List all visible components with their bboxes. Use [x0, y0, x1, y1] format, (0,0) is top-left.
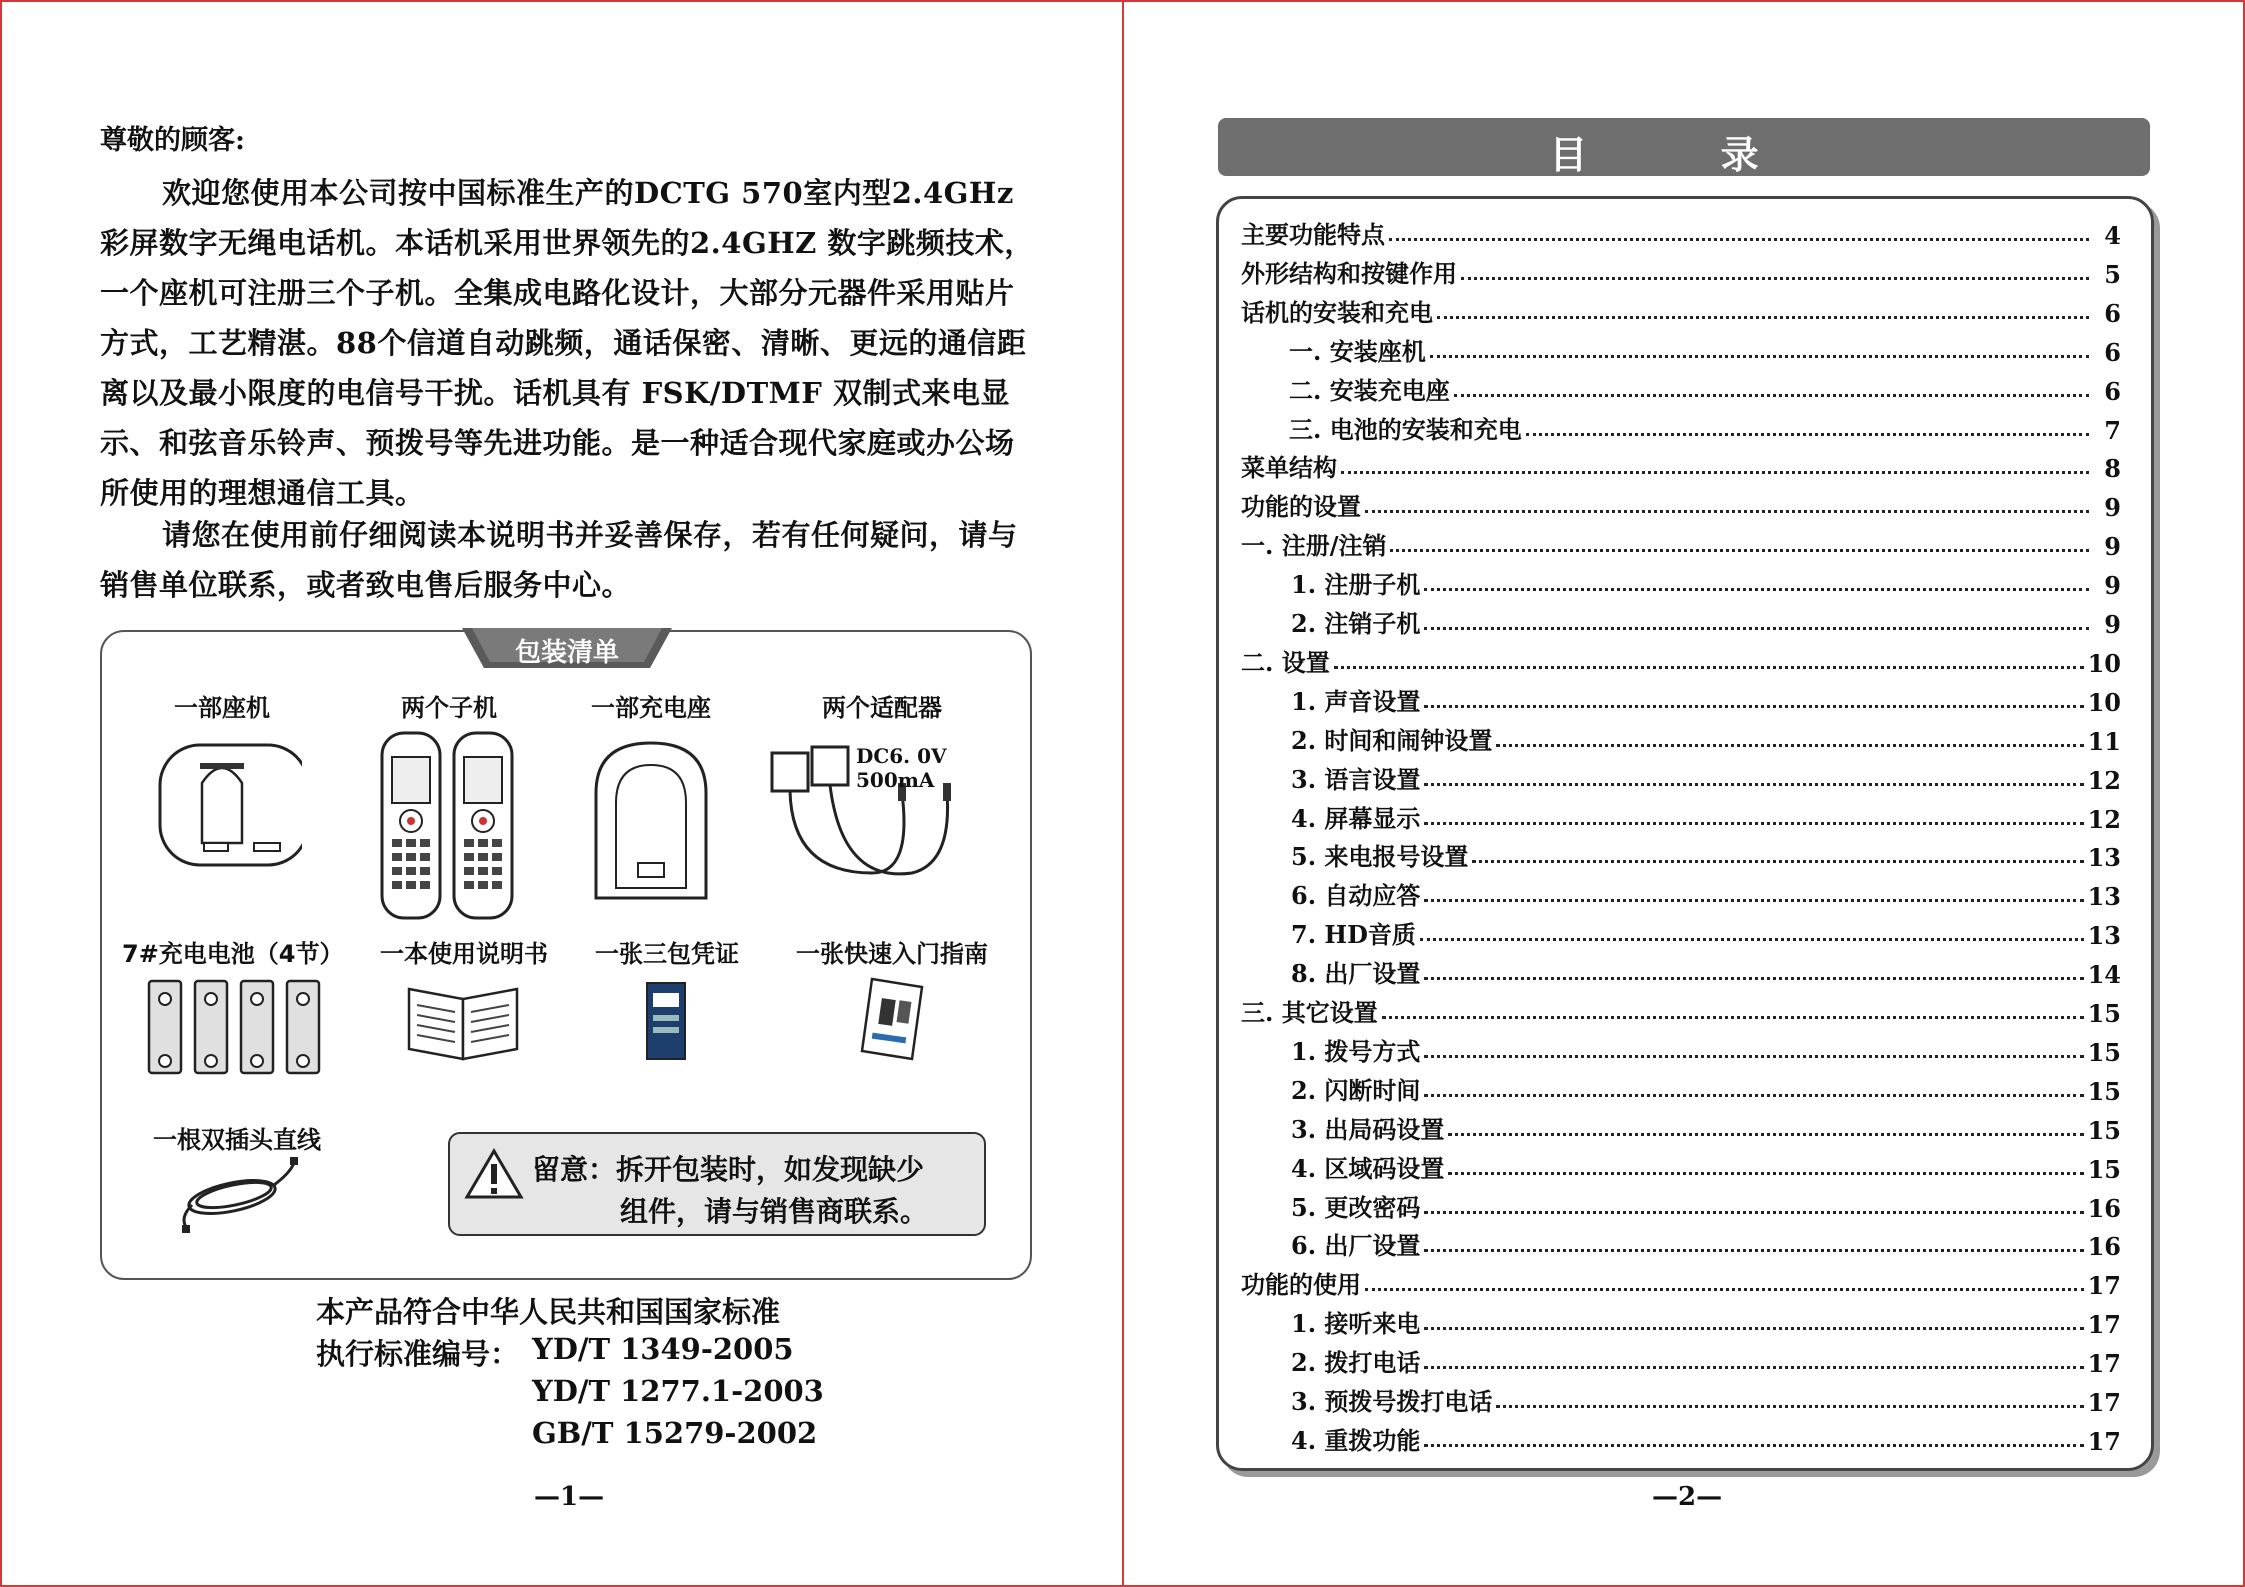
item-label: 一本使用说明书 [380, 940, 548, 968]
toc-entry [1219, 678, 2151, 717]
item-warranty [592, 934, 742, 1073]
standard-code-2: YD/T 1277.1-2003 [532, 1374, 824, 1408]
toc-leader-dots [1424, 1249, 2083, 1252]
toc-entry [1219, 289, 2151, 328]
standard-label: 执行标准编号： [316, 1337, 520, 1371]
toc-entry-page: 10 [2087, 687, 2121, 717]
quick-guide-icon [852, 969, 932, 1069]
toc-entry [1219, 367, 2151, 406]
toc-entry [1219, 1145, 2151, 1184]
item-batteries [122, 934, 344, 1083]
toc-entry [1219, 639, 2151, 678]
toc-entry-title: 2. 时间和闹钟设置 [1291, 725, 1493, 755]
right-page [1122, 0, 2245, 1587]
toc-leader-dots [1365, 1288, 2084, 1291]
toc-entry-page: 15 [2087, 999, 2121, 1028]
toc-entry [1219, 211, 2151, 250]
toc-leader-dots [1424, 1055, 2083, 1058]
toc-entry-page: 17 [2087, 1388, 2121, 1417]
toc-title: 目 录 [1549, 133, 1819, 177]
toc-entry-title: 4. 区域码设置 [1291, 1153, 1445, 1183]
toc-leader-dots [1424, 588, 2089, 591]
toc-entry [1219, 1184, 2151, 1223]
handsets-icon [374, 723, 524, 923]
item-label: 一张快速入门指南 [796, 940, 988, 968]
notice-line-1: 留意：拆开包装时，如发现缺少 [532, 1153, 925, 1186]
toc-entry-page: 17 [2087, 1271, 2121, 1301]
toc-entry-page: 13 [2087, 921, 2121, 951]
toc-leader-dots [1334, 666, 2084, 669]
item-handsets [374, 688, 524, 927]
item-label: 一张三包凭证 [595, 940, 739, 968]
manual-icon [399, 969, 529, 1069]
toc-entry-title: 6. 自动应答 [1291, 881, 1421, 911]
page-number-left: —1— [534, 1482, 605, 1512]
toc-leader-dots [1424, 705, 2083, 708]
toc-entry-page: 16 [2087, 1193, 2121, 1223]
toc-entry-page: 6 [2104, 337, 2121, 367]
batteries-icon [127, 969, 327, 1079]
toc-entry-title: 功能的使用 [1241, 1270, 1361, 1300]
toc-entry-title: 3. 预拨号拨打电话 [1291, 1387, 1493, 1416]
toc-leader-dots [1424, 783, 2083, 786]
toc-entry-page: 9 [2104, 571, 2121, 601]
toc-leader-dots [1382, 1016, 2084, 1019]
toc-entry [1219, 1067, 2151, 1106]
toc-entry [1219, 756, 2151, 795]
toc-entry-page: 15 [2087, 1115, 2121, 1145]
toc-entry-page: 17 [2087, 1349, 2121, 1379]
charger-icon [576, 723, 726, 913]
toc-leader-dots [1448, 1133, 2083, 1136]
toc-entry-page: 15 [2087, 1076, 2121, 1106]
toc-entry-title: 菜单结构 [1241, 453, 1337, 483]
standard-code-3: GB/T 15279-2002 [532, 1416, 818, 1450]
greeting: 尊敬的顾客: [100, 125, 245, 156]
item-label: 一部充电座 [591, 694, 711, 722]
toc-entry-title: 1. 声音设置 [1291, 686, 1421, 716]
toc-entry-title: 6. 出厂设置 [1291, 1231, 1421, 1261]
cable-icon [162, 1155, 312, 1235]
toc-leader-dots [1424, 899, 2083, 902]
item-label: 两个子机 [401, 694, 497, 722]
toc-leader-dots [1424, 822, 2083, 825]
toc-entry [1219, 406, 2151, 445]
toc-leader-dots [1424, 627, 2089, 630]
toc-entry [1219, 328, 2151, 367]
toc-entry-title: 2. 闪断时间 [1291, 1075, 1421, 1105]
toc-entry [1219, 911, 2151, 950]
toc-entry-page: 9 [2104, 493, 2121, 523]
toc-entry [1219, 1339, 2151, 1378]
toc-entry [1219, 1106, 2151, 1145]
toc-entry-page: 6 [2104, 298, 2121, 328]
toc-entry-page: 6 [2104, 376, 2121, 406]
intro-paragraph-text: 欢迎您使用本公司按中国标准生产的DCTG 570室内型2.4GHz彩屏数字无绳电话机。本话机采用世界领先的2.4GHZ 数字跳频技术，一个座机可注册三个子机。全集成电路化设计，大部分元器件采用贴片方式，工艺精湛。88个信道自动跳频，通话保密、清晰、更远的通信距离以及最小限度的电信号干扰。话机具有 FSK/DTMF 双制式来电显示、和弦音乐铃声、预拨号等先进功能。是一种适合现代家庭或办公场所使用的理想通信工具。 [100, 176, 1034, 510]
toc-entry [1219, 833, 2151, 872]
toc-entry-title: 话机的安装和充电 [1241, 297, 1433, 327]
toc-entry-title: 二. 设置 [1241, 647, 1330, 677]
base-station-icon [142, 723, 302, 883]
toc-entry [1219, 1417, 2151, 1456]
toc-entry [1219, 1222, 2151, 1261]
toc-leader-dots [1420, 938, 2084, 941]
package-list-tab [462, 628, 672, 670]
toc-entry [1219, 1261, 2151, 1300]
toc-entry-page: 15 [2087, 1154, 2121, 1184]
toc-entry-page: 13 [2087, 843, 2121, 873]
toc-entry [1219, 250, 2151, 289]
notice-paragraph [100, 510, 1035, 610]
item-adapters [762, 688, 1002, 897]
item-label: 两个适配器 [822, 694, 942, 722]
toc-entry [1219, 989, 2151, 1028]
toc-entry-page: 16 [2087, 1232, 2121, 1262]
toc-entry [1219, 483, 2151, 522]
toc-entry-page: 12 [2087, 804, 2121, 834]
adapter-spec: DC6. 0V 500mA [856, 744, 947, 792]
warranty-card-icon [637, 969, 697, 1069]
toc-entry-page: 9 [2104, 610, 2121, 639]
toc-entry-page: 17 [2087, 1310, 2121, 1340]
toc-entry-title: 3. 语言设置 [1291, 764, 1421, 794]
package-list-title: 包装清单 [514, 638, 619, 668]
toc-entry-title: 外形结构和按键作用 [1241, 258, 1457, 288]
toc-leader-dots [1472, 860, 2083, 863]
toc-leader-dots [1526, 433, 2089, 436]
toc-entry [1219, 795, 2151, 834]
toc-leader-dots [1461, 277, 2089, 280]
toc-entry-title: 二. 安装充电座 [1289, 375, 1450, 405]
item-label: 一部座机 [174, 694, 270, 722]
toc-leader-dots [1341, 471, 2089, 474]
toc-leader-dots [1365, 510, 2089, 513]
toc-leader-dots [1454, 394, 2089, 397]
toc-leader-dots [1430, 355, 2089, 358]
toc-leader-dots [1424, 1366, 2083, 1369]
missing-parts-notice [448, 1132, 986, 1236]
toc-entry-title: 7. HD音质 [1291, 920, 1416, 950]
toc-leader-dots [1424, 1444, 2083, 1447]
toc-entry [1219, 561, 2151, 600]
toc-entry [1219, 717, 2151, 756]
toc-header [1218, 118, 2150, 176]
toc-entry-title: 4. 重拨功能 [1291, 1425, 1421, 1455]
toc-entry-page: 12 [2087, 765, 2121, 795]
toc-leader-dots [1496, 1405, 2083, 1408]
toc-leader-dots [1437, 316, 2089, 319]
notice-line-2: 组件，请与销售商联系。 [620, 1195, 929, 1228]
item-base-station [142, 688, 302, 887]
toc-entry-title: 2. 拨打电话 [1291, 1348, 1421, 1378]
toc-entry-page: 9 [2104, 532, 2121, 562]
standard-code-1: YD/T 1349-2005 [532, 1332, 794, 1366]
toc-entry [1219, 1028, 2151, 1067]
notice-paragraph-text: 请您在使用前仔细阅读本说明书并妥善保存，若有任何疑问，请与销售单位联系，或者致电售后服务中心。 [100, 518, 1018, 602]
toc-leader-dots [1390, 549, 2089, 552]
item-manual [374, 934, 554, 1073]
toc-entry-title: 功能的设置 [1241, 492, 1361, 522]
table-of-contents [1216, 196, 2154, 1471]
toc-entry-title: 主要功能特点 [1241, 220, 1385, 249]
toc-entry-page: 8 [2104, 454, 2121, 484]
item-cable [122, 1120, 352, 1239]
toc-leader-dots [1389, 238, 2089, 241]
toc-entry-title: 5. 来电报号设置 [1291, 842, 1469, 872]
toc-entry-title: 一. 安装座机 [1289, 336, 1426, 366]
toc-entry-title: 8. 出厂设置 [1291, 959, 1421, 989]
toc-entry-title: 1. 拨号方式 [1291, 1036, 1421, 1066]
toc-entry-title: 3. 出局码设置 [1291, 1114, 1445, 1144]
standard-statement: 本产品符合中华人民共和国国家标准 [316, 1295, 781, 1329]
left-page [0, 0, 1122, 1587]
toc-entry-title: 2. 注销子机 [1291, 609, 1421, 638]
toc-entry [1219, 1300, 2151, 1339]
toc-entry [1219, 872, 2151, 911]
toc-entry-title: 5. 更改密码 [1291, 1192, 1421, 1222]
item-charger [576, 688, 726, 917]
toc-leader-dots [1424, 1094, 2083, 1097]
item-quick-guide [782, 934, 1002, 1073]
toc-entry-page: 5 [2104, 259, 2121, 289]
toc-entry-title: 1. 注册子机 [1291, 570, 1421, 600]
toc-entry-page: 17 [2087, 1426, 2121, 1456]
toc-entry [1219, 444, 2151, 483]
page-number-right: —2— [1652, 1482, 1723, 1512]
toc-entry-page: 14 [2087, 960, 2121, 990]
toc-leader-dots [1448, 1172, 2083, 1175]
package-list-box [100, 630, 1032, 1280]
item-label: 一根双插头直线 [153, 1126, 321, 1154]
toc-entry-title: 1. 接听来电 [1291, 1309, 1421, 1339]
toc-entry-title: 一. 注册/注销 [1241, 531, 1387, 561]
toc-entry-page: 13 [2087, 882, 2121, 912]
toc-leader-dots [1424, 1327, 2083, 1330]
toc-entry-title: 4. 屏幕显示 [1291, 803, 1421, 833]
toc-entry-title: 三. 其它设置 [1241, 998, 1378, 1027]
toc-entry-page: 11 [2087, 726, 2121, 756]
toc-entry [1219, 1378, 2151, 1417]
toc-leader-dots [1424, 1211, 2083, 1214]
toc-entry-page: 7 [2104, 415, 2121, 445]
item-label: 7#充电电池（4节） [122, 940, 344, 968]
toc-entry-page: 4 [2104, 221, 2121, 250]
toc-entry-title: 三. 电池的安装和充电 [1289, 414, 1522, 444]
warning-icon [464, 1148, 524, 1200]
toc-entry [1219, 600, 2151, 639]
toc-entry-page: 15 [2087, 1037, 2121, 1067]
toc-entry [1219, 950, 2151, 989]
toc-entry-page: 10 [2087, 648, 2121, 678]
intro-paragraph [100, 168, 1035, 518]
toc-leader-dots [1424, 977, 2083, 980]
toc-entry [1219, 522, 2151, 561]
toc-leader-dots [1496, 744, 2083, 747]
